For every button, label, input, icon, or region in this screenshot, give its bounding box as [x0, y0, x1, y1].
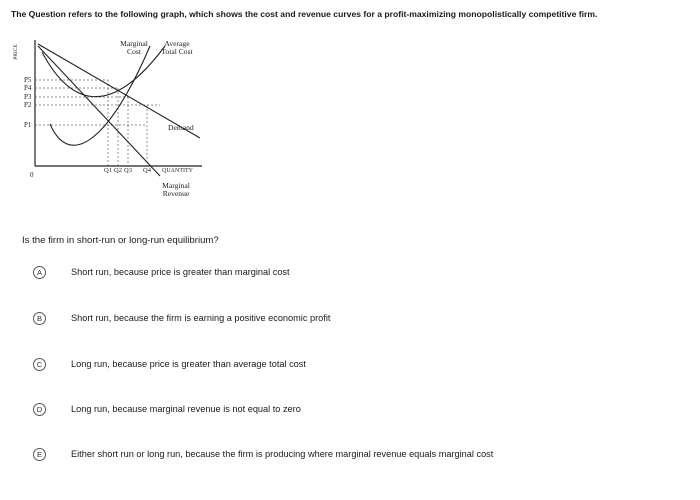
option-d-radio[interactable]: D — [33, 403, 46, 416]
p2-label: P2 — [24, 101, 32, 109]
option-c[interactable] — [33, 356, 653, 372]
demand-label: Demand — [168, 123, 194, 132]
option-e-text: Either short run or long run, because the firm is producing where marginal revenue equals marginal cost — [71, 449, 494, 459]
q2-label: Q2 — [114, 167, 122, 174]
p1-label: P1 — [24, 121, 32, 129]
marginal-cost-curve — [50, 46, 150, 145]
atc-label-line2: Total Cost — [161, 47, 193, 56]
mr-label-line1: Marginal — [162, 181, 190, 190]
atc-label-line1: Average — [164, 39, 190, 48]
option-c-radio[interactable]: C — [33, 358, 46, 371]
question-text: Is the firm in short-run or long-run equilibrium? — [22, 235, 219, 246]
option-b-text: Short run, because the firm is earning a positive economic profit — [71, 313, 331, 323]
option-c-text: Long run, because price is greater than average total cost — [71, 359, 306, 369]
p5-label: P5 — [24, 76, 32, 84]
option-a-radio[interactable]: A — [33, 266, 46, 279]
x-axis-label: QUANTITY — [162, 168, 193, 174]
option-a-text: Short run, because price is greater than marginal cost — [71, 267, 290, 277]
q1-label: Q1 — [104, 167, 112, 174]
p4-label: P4 — [24, 84, 32, 92]
q4-label: Q4 — [143, 167, 151, 174]
y-axis-label: PRICE — [13, 44, 19, 60]
option-e-radio[interactable]: E — [33, 448, 46, 461]
origin-label: 0 — [30, 171, 34, 179]
question-intro: The Question refers to the following graph, which shows the cost and revenue curves for a profit-maximizing monopolistically competitive firm. — [11, 9, 598, 19]
p3-label: P3 — [24, 93, 32, 101]
q3-label: Q3 — [124, 167, 132, 174]
mc-label-line2: Cost — [127, 47, 141, 56]
mc-label-line1: Marginal — [120, 39, 148, 48]
option-b-radio[interactable]: B — [33, 312, 46, 325]
option-a[interactable] — [33, 264, 653, 280]
option-d[interactable] — [33, 401, 653, 417]
option-b[interactable] — [33, 310, 653, 326]
mr-label-line2: Revenue — [162, 189, 190, 198]
option-e[interactable] — [33, 446, 653, 462]
option-d-text: Long run, because marginal revenue is not equal to zero — [71, 404, 301, 414]
